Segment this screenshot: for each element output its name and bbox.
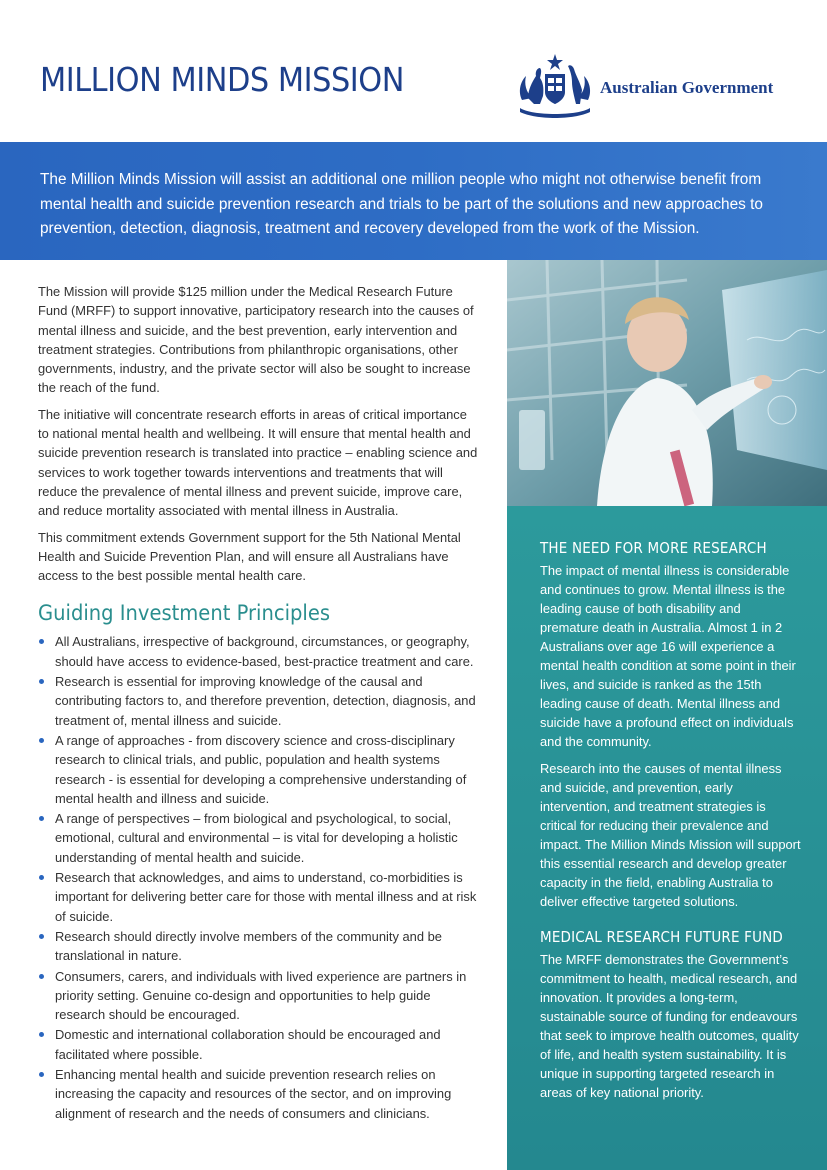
need-for-research-heading: THE NEED FOR MORE RESEARCH <box>540 539 767 557</box>
sidebar-paragraph: Research into the causes of mental illness and suicide, and prevention, early intervention, and treatment strategies is critical for reducing their prevalence and impact. The Million Minds Mission will support this essential research and develop greater capacity in the field, enabling Australia to deliver effective targeted solutions. <box>540 761 801 909</box>
intro-paragraph: The initiative will concentrate research efforts in areas of critical importance to national mental health and wellbeing. It will ensure that mental health and suicide prevention research is translated into practice – enabling science and services to work together towards interventions and treatments that will reduce the prevalence of mental illness and prevent suicide, improve care, and reduce mortality associated with mental illness in Australia. <box>38 406 478 519</box>
list-item: All Australians, irrespective of background, circumstances, or geography, should have access to evidence-based, best-practice treatment and care. <box>38 632 478 671</box>
list-item: Research that acknowledges, and aims to understand, co-morbidities is important for delivering better care for those with mental illness and at risk of suicide. <box>38 868 478 926</box>
list-item: Enhancing mental health and suicide prevention research relies on increasing the capacity and resources of the sector, and on improving alignment of research and the needs of consumers and clinicians. <box>38 1065 478 1123</box>
page-header <box>0 0 827 142</box>
intro-paragraph: This commitment extends Government support for the 5th National Mental Health and Suicide Prevention Plan, and will ensure all Australians have access to the best possible mental health care. <box>38 529 461 584</box>
page-title: MILLION MINDS MISSION <box>40 60 404 99</box>
researcher-photo-illustration <box>507 260 827 506</box>
sidebar-panel <box>507 506 827 1170</box>
principles-list <box>38 632 478 1122</box>
australian-government-logo <box>510 52 800 122</box>
principles-heading: Guiding Investment Principles <box>38 601 331 626</box>
intro-banner <box>0 142 827 260</box>
list-item: A range of perspectives – from biological and psychological, to social, emotional, cultural and environmental – is vital for developing a holistic understanding of mental health and suicide. <box>38 809 478 867</box>
list-item: Consumers, carers, and individuals with lived experience are partners in priority setting. Genuine co-design and opportunities to help guide research should be encouraged. <box>38 967 478 1025</box>
intro-paragraph: The Mission will provide $125 million under the Medical Research Future Fund (MRFF) to support innovative, participatory research into the causes of mental illness and suicide, and the best prevention, early intervention and treatment strategies. Contributions from philanthropic organisations, other governments, industry, and the private sector will also be sought to increase the reach of the fund. <box>38 284 474 396</box>
australian-government-wordmark: Australian Government <box>600 78 774 97</box>
banner-text: The Million Minds Mission will assist an additional one million people who might not otherwise benefit from mental health and suicide prevention research and trials to be part of the solutions and new approaches to prevention, detection, diagnosis, treatment and recovery developed from the work of the Mission. <box>40 171 763 237</box>
sidebar-paragraph: The impact of mental illness is considerable and continues to grow. Mental illness is the leading cause of both disability and premature death in Australia. Almost 1 in 2 Australians over age 16 will experience a mental health condition at some point in their lives, and suicide is ranked as the 15th leading cause of death. Mental illness and suicide have a profound effect on individuals and the community. <box>540 563 796 749</box>
coat-of-arms-icon <box>510 52 600 120</box>
main-column <box>38 282 478 1124</box>
list-item: A range of approaches - from discovery science and cross-disciplinary research to clinical trials, and public, population and health systems research - is essential for developing a comprehensive understanding of mental health and illness and suicide. <box>38 731 478 808</box>
list-item: Research is essential for improving knowledge of the causal and contributing factors to, and therefore prevention, detection, diagnosis, and treatment of, mental illness and suicide. <box>38 672 478 730</box>
sidebar-paragraph: The MRFF demonstrates the Government’s commitment to health, medical research, and innovation. It provides a long-term, sustainable source of funding for endeavours that seek to improve health outcomes, quality of life, and health system sustainability. It is unique in supporting targeted research in areas of key national priority. <box>540 952 799 1100</box>
mrff-heading: MEDICAL RESEARCH FUTURE FUND <box>540 928 784 946</box>
researcher-photo <box>507 260 827 506</box>
list-item: Research should directly involve members of the community and be translational in nature. <box>38 927 478 966</box>
list-item: Domestic and international collaboration should be encouraged and facilitated where possible. <box>38 1025 478 1064</box>
